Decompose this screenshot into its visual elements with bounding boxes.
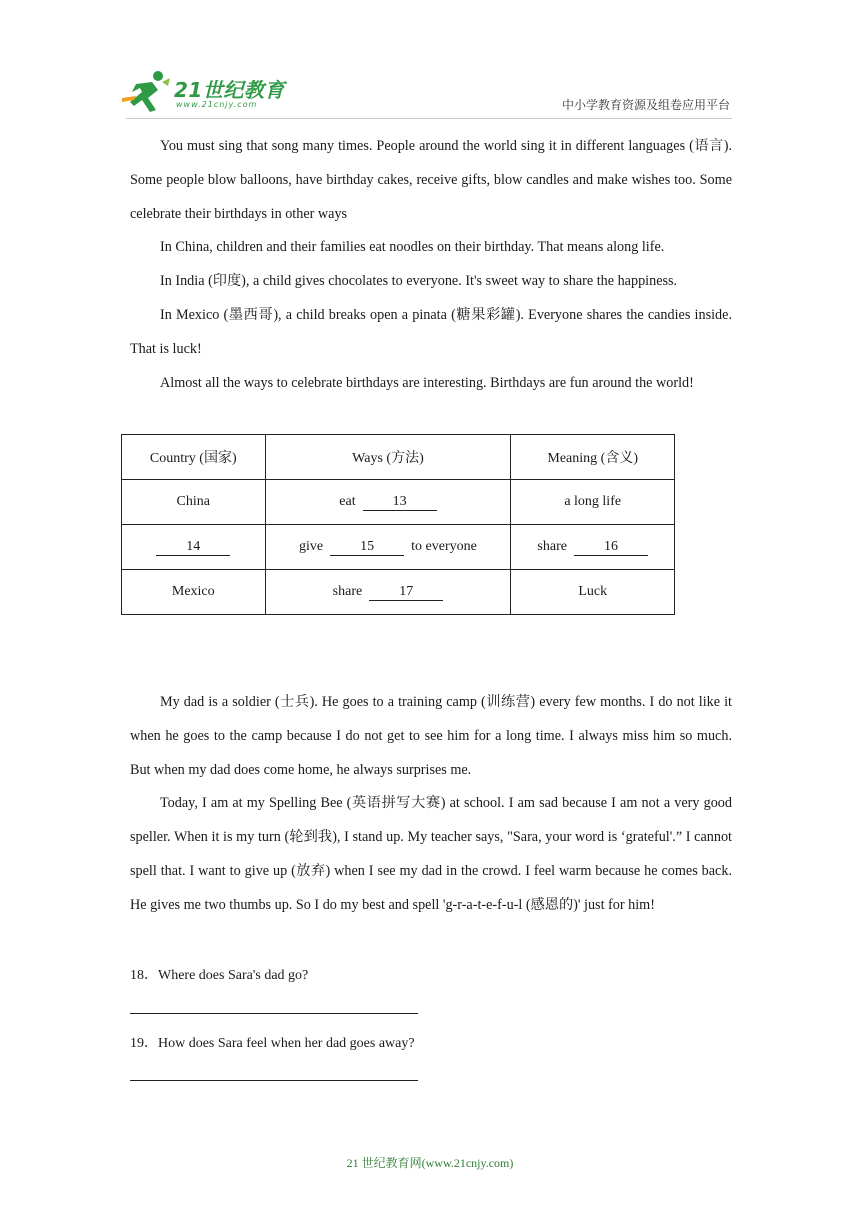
blank-15[interactable]: 15: [330, 539, 404, 556]
meaning-cell: [511, 525, 675, 570]
question-text: How does Sara feel when her dad goes away?: [158, 1036, 415, 1051]
question-number: 19．: [130, 1036, 158, 1051]
paragraph: In Mexico (墨西哥), a child breaks open a pinata (糖果彩罐). Everyone shares the candies inside. That is luck!: [130, 306, 732, 357]
ways-text: share: [332, 583, 363, 599]
blank-17[interactable]: 17: [369, 584, 443, 601]
logo: [122, 68, 292, 116]
paragraph: Almost all the ways to celebrate birthdays are interesting. Birthdays are fun around the world!: [160, 374, 694, 391]
table-header-cell: Ways (方法): [265, 435, 511, 480]
birthday-table: [121, 434, 675, 615]
question-number: 18．: [130, 968, 158, 983]
page-header: [0, 0, 860, 120]
meaning-text: share: [537, 538, 567, 554]
passage-two: [130, 686, 732, 923]
paragraph: You must sing that song many times. People around the world sing it in different languages (语言). Some people blow balloons, have birthday cakes, receive gifts, blow candles and make wishes too. Some celebrate their birthdays in other ways: [130, 138, 732, 222]
logo-text: 21世纪教育: [174, 78, 285, 102]
table-row: [122, 570, 675, 615]
paragraph: Today, I am at my Spelling Bee (英语拼写大赛) at school. I am sad because I am not a very good speller. When it is my turn (轮到我), I stand up. My teacher says, "Sara, your word is ‘grateful'.” I cannot spell that. I want to give up (放弃) when I see my dad in the crowd. I feel warm because he comes back. He gives me two thumbs up. So I do my best and spell 'g-r-a-t-e-f-u-l (感恩的)' just for him!: [130, 795, 732, 913]
country-cell: China: [122, 480, 266, 525]
table-row: [122, 525, 675, 570]
country-cell: [122, 525, 266, 570]
ways-cell: [265, 570, 511, 615]
meaning-cell: a long life: [511, 480, 675, 525]
running-man-logo-icon: [122, 68, 172, 114]
question-18: [130, 964, 308, 984]
table-header-row: [122, 435, 675, 480]
question-text: Where does Sara's dad go?: [158, 968, 309, 983]
table-header-cell: Meaning (含义): [511, 435, 675, 480]
paragraph: In China, children and their families eat noodles on their birthday. That means along life.: [160, 239, 665, 256]
table-header-cell: Country (国家): [122, 435, 266, 480]
ways-suffix: to everyone: [411, 538, 477, 554]
paragraph: In India (印度), a child gives chocolates to everyone. It's sweet way to share the happiness.: [160, 273, 678, 290]
meaning-cell: Luck: [511, 570, 675, 615]
blank-14[interactable]: 14: [156, 539, 230, 556]
answer-line-19[interactable]: [130, 1080, 418, 1081]
passage-one: [130, 130, 732, 400]
answer-line-18[interactable]: [130, 1013, 418, 1014]
blank-16[interactable]: 16: [574, 539, 648, 556]
ways-text: eat: [339, 493, 356, 509]
ways-text: give: [299, 538, 324, 554]
page-footer: 21 世纪教育网(www.21cnjy.com): [346, 1156, 514, 1170]
platform-name: 中小学教育资源及组卷应用平台: [561, 98, 730, 112]
ways-cell: [265, 480, 511, 525]
question-19: [130, 1032, 415, 1052]
country-cell: Mexico: [122, 570, 266, 615]
blank-13[interactable]: 13: [363, 494, 437, 511]
logo-url: www.21cnjy.com: [176, 100, 258, 109]
ways-cell: [265, 525, 511, 570]
paragraph: My dad is a soldier (士兵). He goes to a training camp (训练营) every few months. I do not like it when he goes to the camp because I do not get to see him for a long time. I always miss him so much. But when my dad does come home, he always surprises me.: [130, 694, 732, 778]
table-row: [122, 480, 675, 525]
header-divider: [126, 118, 732, 119]
